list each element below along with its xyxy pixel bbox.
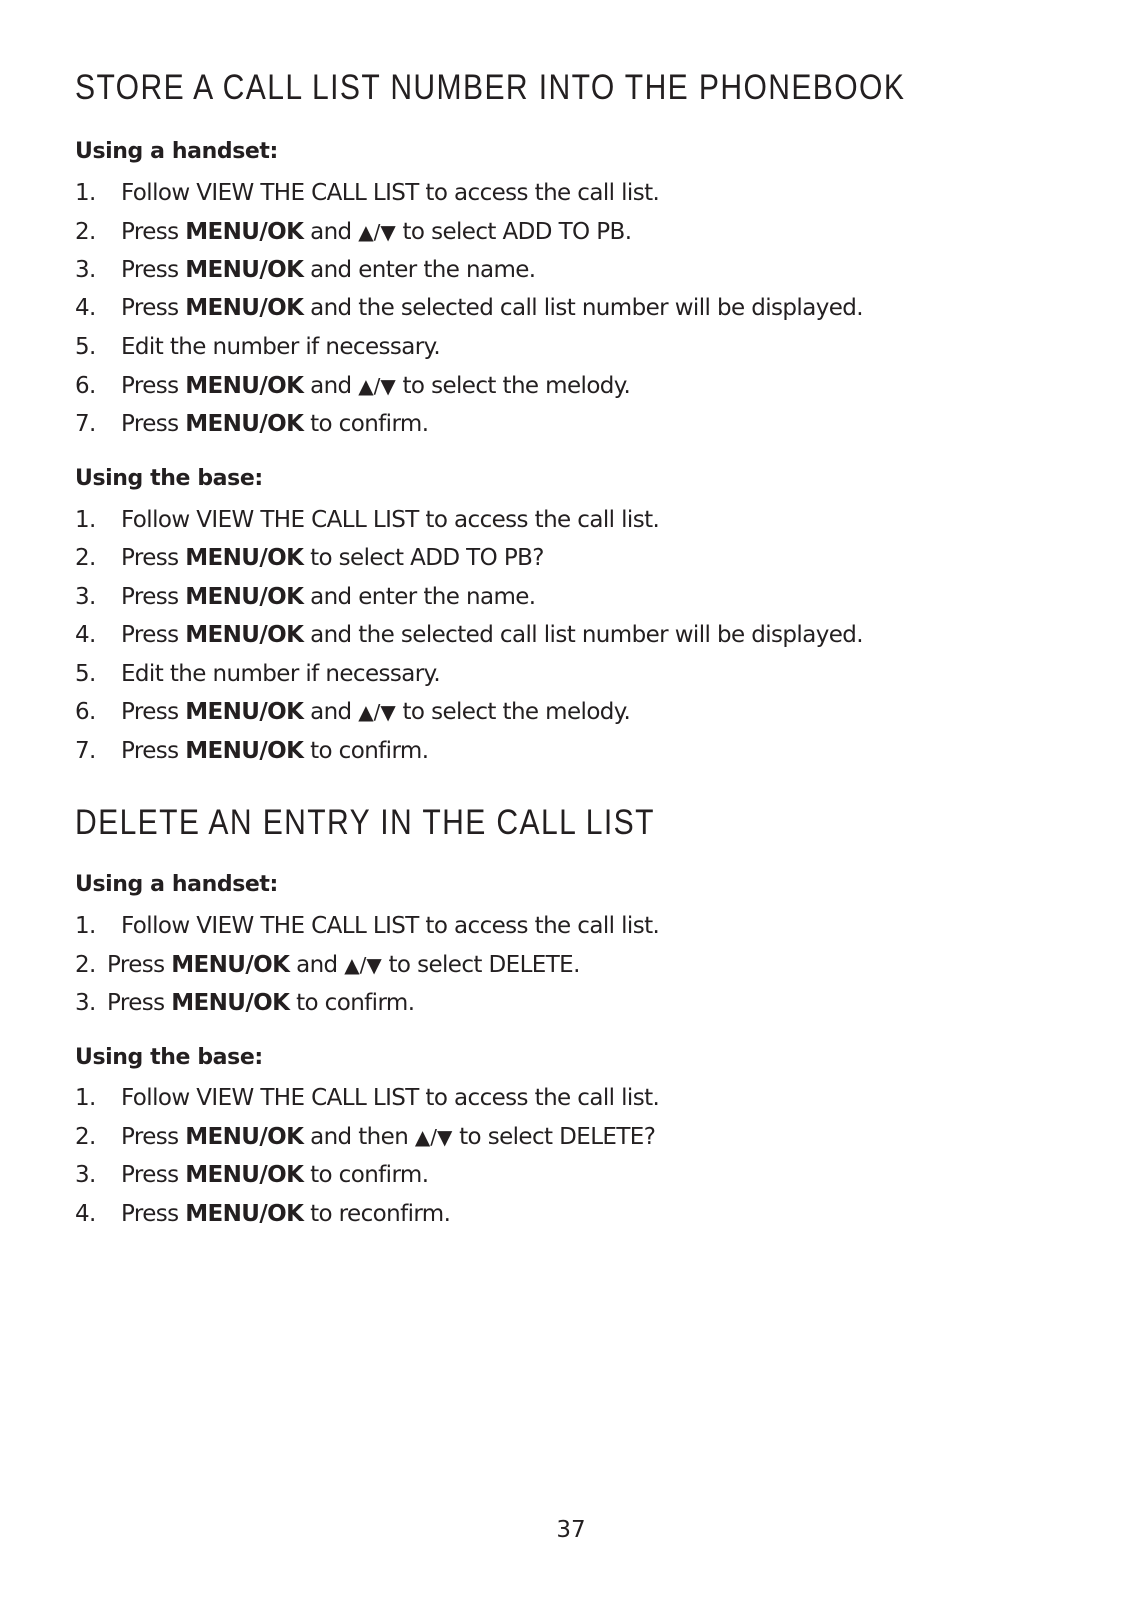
step-text: and [303, 219, 359, 245]
step-text: to select DELETE. [381, 952, 580, 978]
step-number: 2. [75, 952, 96, 978]
list-item [75, 173, 659, 213]
subheading-using-handset: Using a handset: [75, 139, 278, 164]
list-item [75, 212, 631, 252]
subheading-using-handset: Using a handset: [75, 872, 278, 897]
menu-ok-key: MENU/OK [185, 1162, 304, 1188]
list-item [75, 615, 863, 655]
menu-ok-key: MENU/OK [185, 295, 304, 321]
list-item [75, 945, 580, 985]
step-text: and enter the name. [303, 257, 536, 283]
step-text: Press [121, 699, 186, 725]
list-item [75, 906, 659, 946]
list-item [75, 1194, 450, 1234]
step-number: 1. [75, 913, 96, 939]
step-text: to reconfirm. [303, 1201, 451, 1227]
menu-ok-key: MENU/OK [185, 1124, 304, 1150]
step-number: 5. [75, 334, 96, 360]
step-text: Press [121, 622, 186, 648]
step-number: 6. [75, 699, 96, 725]
step-text: and [289, 952, 345, 978]
step-text: to select the melody. [395, 373, 631, 399]
step-number: 3. [75, 1162, 96, 1188]
step-text: and then [303, 1124, 415, 1150]
step-number: 5. [75, 661, 96, 687]
step-text: and [303, 373, 359, 399]
step-text: Follow VIEW THE CALL LIST to access the call list. [121, 507, 660, 533]
list-item [75, 577, 536, 617]
step-text: to select ADD TO PB. [395, 219, 632, 245]
step-text: Press [107, 952, 172, 978]
list-item [75, 500, 659, 540]
step-text: Edit the number if necessary. [121, 334, 441, 360]
subheading-using-base: Using the base: [75, 1045, 263, 1070]
list-item [75, 654, 440, 694]
list-item [75, 288, 863, 328]
step-text: and the selected call list number will be displayed. [303, 295, 863, 321]
step-text: Press [121, 295, 186, 321]
step-number: 3. [75, 584, 96, 610]
step-number: 4. [75, 1201, 96, 1227]
subheading-using-base: Using the base: [75, 466, 263, 491]
step-number: 1. [75, 180, 96, 206]
step-text: Press [107, 990, 172, 1016]
section-title-delete-entry: DELETE AN ENTRY IN THE CALL LIST [75, 803, 655, 842]
step-text: Follow VIEW THE CALL LIST to access the call list. [121, 913, 660, 939]
step-text: Press [121, 411, 186, 437]
step-text: Follow VIEW THE CALL LIST to access the call list. [121, 180, 660, 206]
step-text: to confirm. [289, 990, 415, 1016]
step-text: to confirm. [303, 738, 429, 764]
menu-ok-key: MENU/OK [185, 545, 304, 571]
step-text: Press [121, 738, 186, 764]
step-text: to select DELETE? [452, 1124, 656, 1150]
list-item [75, 1078, 659, 1118]
step-text: Press [121, 545, 186, 571]
step-text: Follow VIEW THE CALL LIST to access the call list. [121, 1085, 660, 1111]
step-text: and [303, 699, 359, 725]
step-number: 2. [75, 219, 96, 245]
list-item [75, 404, 428, 444]
page-number: 37 [556, 1517, 586, 1543]
step-number: 6. [75, 373, 96, 399]
step-text: Press [121, 257, 186, 283]
step-text: Press [121, 373, 186, 399]
step-number: 2. [75, 545, 96, 571]
menu-ok-key: MENU/OK [185, 411, 304, 437]
list-item [75, 731, 428, 771]
step-text: Press [121, 219, 186, 245]
step-text: and the selected call list number will be displayed. [303, 622, 863, 648]
step-number: 1. [75, 507, 96, 533]
menu-ok-key: MENU/OK [185, 1201, 304, 1227]
step-text: and enter the name. [303, 584, 536, 610]
step-number: 2. [75, 1124, 96, 1150]
step-text: Edit the number if necessary. [121, 661, 441, 687]
list-item [75, 692, 630, 732]
menu-ok-key: MENU/OK [185, 257, 304, 283]
step-text: Press [121, 1124, 186, 1150]
up-down-arrows-icon: ▲/▼ [358, 700, 396, 724]
menu-ok-key: MENU/OK [171, 990, 290, 1016]
up-down-arrows-icon: ▲/▼ [414, 1125, 453, 1149]
up-down-arrows-icon: ▲/▼ [358, 220, 396, 244]
section-title-store-call-list: STORE A CALL LIST NUMBER INTO THE PHONEBOOK [75, 68, 906, 107]
step-number: 7. [75, 411, 96, 437]
step-text: to confirm. [303, 411, 429, 437]
step-text: to select the melody. [395, 699, 631, 725]
list-item [75, 1117, 655, 1157]
list-item [75, 366, 630, 406]
menu-ok-key: MENU/OK [185, 584, 304, 610]
step-number: 4. [75, 295, 96, 321]
menu-ok-key: MENU/OK [185, 219, 304, 245]
step-text: to select ADD TO PB? [303, 545, 544, 571]
list-item [75, 983, 414, 1023]
step-text: Press [121, 1201, 186, 1227]
step-number: 7. [75, 738, 96, 764]
step-number: 1. [75, 1085, 96, 1111]
menu-ok-key: MENU/OK [185, 373, 304, 399]
menu-ok-key: MENU/OK [171, 952, 290, 978]
up-down-arrows-icon: ▲/▼ [344, 953, 382, 977]
list-item [75, 250, 536, 290]
list-item [75, 538, 544, 578]
step-text: Press [121, 1162, 186, 1188]
up-down-arrows-icon: ▲/▼ [358, 374, 396, 398]
step-number: 3. [75, 990, 96, 1016]
menu-ok-key: MENU/OK [185, 622, 304, 648]
list-item [75, 327, 440, 367]
step-text: Press [121, 584, 186, 610]
step-number: 4. [75, 622, 96, 648]
step-number: 3. [75, 257, 96, 283]
menu-ok-key: MENU/OK [185, 738, 304, 764]
list-item [75, 1155, 428, 1195]
menu-ok-key: MENU/OK [185, 699, 304, 725]
step-text: to confirm. [303, 1162, 429, 1188]
